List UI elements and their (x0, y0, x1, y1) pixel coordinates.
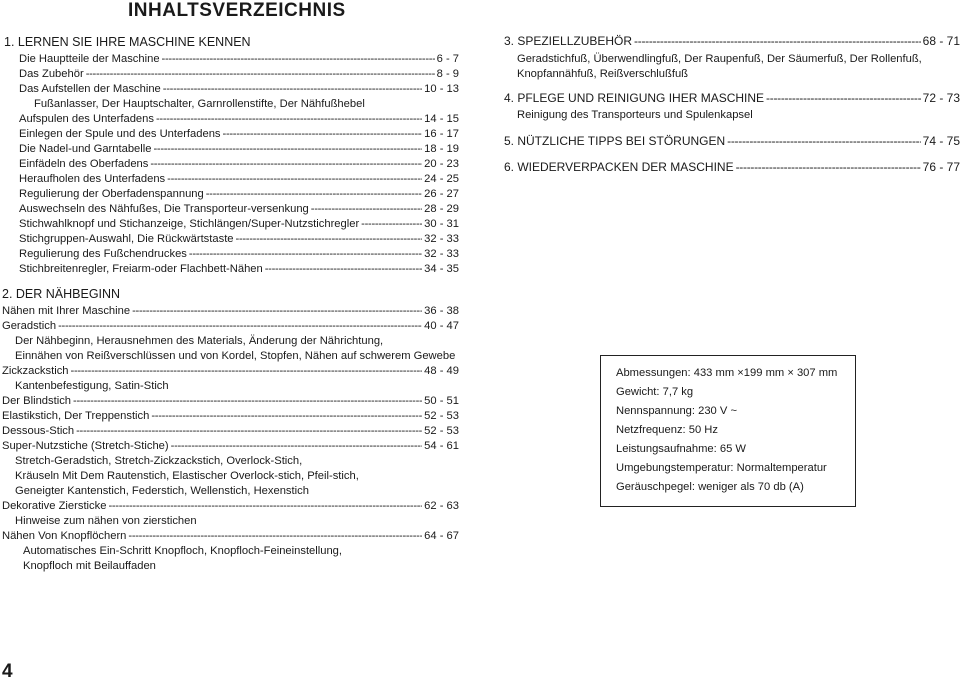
toc-entry: Heraufholen des Unterfadens ----- 24 - 25 (19, 173, 459, 185)
toc-subentry: Der Nähbeginn, Herausnehmen des Materials, Änderung der Nährichtung, (15, 335, 384, 347)
spec-power: Leistungsaufnahme: 65 W (616, 443, 746, 455)
section-3-heading: 3. SPEZIELLZUBEHÖR ----- 68 - 71 (504, 34, 960, 48)
toc-subentry: Stretch-Geradstich, Stretch-Zickzackstich, Overlock-Stich, (15, 455, 303, 467)
section-3-line: Geradstichfuß, Überwendlingfuß, Der Raupenfuß, Der Säumerfuß, Der Rollenfuß, (517, 53, 922, 65)
spec-dimensions: Abmessungen: 433 mm ×199 mm × 307 mm (616, 367, 838, 379)
toc-subentry: Knopfloch mit Beilauffaden (23, 560, 156, 572)
toc-entry: Aufspulen des Unterfadens ----- 14 - 15 (19, 113, 459, 125)
toc-entry: Die Hauptteile der Maschine ----- 6 - 7 (19, 53, 459, 65)
toc-entry: Einlegen der Spule und des Unterfadens ----- 16 - 17 (19, 128, 459, 140)
toc-subentry: Kräuseln Mit Dem Rautenstich, Elastischer Overlock-stich, Pfeil-stich, (15, 470, 359, 482)
toc-entry: Zickzackstich ----- 48 - 49 (2, 365, 459, 377)
toc-entry: Elastikstich, Der Treppenstich ----- 52 - 53 (2, 410, 459, 422)
toc-entry: Regulierung des Fußchendruckes ----- 32 - 33 (19, 248, 459, 260)
toc-subentry: Geneigter Kantenstich, Federstich, Wellenstich, Hexenstich (15, 485, 309, 497)
toc-entry: Das Zubehör ----- 8 - 9 (19, 68, 459, 80)
spec-noise: Geräuschpegel: weniger als 70 db (A) (616, 481, 804, 493)
toc-entry: Super-Nutzstiche (Stretch-Stiche) ----- 54 - 61 (2, 440, 459, 452)
toc-entry: Stichwahlknopf und Stichanzeige, Stichlängen/Super-Nutzstichregler ----- 30 - 31 (19, 218, 459, 230)
spec-weight: Gewicht: 7,7 kg (616, 386, 694, 398)
toc-entry: Dekorative Ziersticke ----- 62 - 63 (2, 500, 459, 512)
toc-entry: Der Blindstich ----- 50 - 51 (2, 395, 459, 407)
toc-entry: Stichgruppen-Auswahl, Die Rückwärtstaste ----- 32 - 33 (19, 233, 459, 245)
toc-entry: Nähen Von Knopflöchern ----- 64 - 67 (2, 530, 459, 542)
section-1-heading: 1. LERNEN SIE IHRE MASCHINE KENNEN (4, 35, 251, 49)
toc-entry: Nähen mit Ihrer Maschine ----- 36 - 38 (2, 305, 459, 317)
toc-entry: Einfädeln des Oberfadens ----- 20 - 23 (19, 158, 459, 170)
toc-subentry: Kantenbefestigung, Satin-Stich (15, 380, 169, 392)
toc-entry: Dessous-Stich ----- 52 - 53 (2, 425, 459, 437)
section-3-line: Knopfannähfuß, Reißverschlußfuß (517, 68, 689, 80)
section-5-heading: 5. NÜTZLICHE TIPPS BEI STÖRUNGEN ----- 74 - 75 (504, 134, 960, 148)
toc-entry: Das Aufstellen der Maschine ----- 10 - 13 (19, 83, 459, 95)
toc-entry: Die Nadel-und Garntabelle ----- 18 - 19 (19, 143, 459, 155)
spec-frequency: Netzfrequenz: 50 Hz (616, 424, 718, 436)
spec-temperature: Umgebungstemperatur: Normaltemperatur (616, 462, 827, 474)
toc-subentry: Einnähen von Reißverschlüssen und von Kordel, Stopfen, Nähen auf schwerem Gewebe (15, 350, 456, 362)
page-number: 4 (2, 661, 13, 682)
page-title: INHALTSVERZEICHNIS (128, 0, 346, 21)
toc-entry: Geradstich ----- 40 - 47 (2, 320, 459, 332)
section-4-heading: 4. PFLEGE UND REINIGUNG IHER MASCHINE ----- 72 - 73 (504, 91, 960, 105)
section-2-heading: 2. DER NÄHBEGINN (2, 287, 121, 301)
specifications-box (600, 355, 856, 507)
section-4-line: Reinigung des Transporteurs und Spulenkapsel (517, 109, 753, 121)
toc-subentry: Automatisches Ein-Schritt Knopfloch, Knopfloch-Feineinstellung, (23, 545, 343, 557)
spec-voltage: Nennspannung: 230 V ~ (616, 405, 737, 417)
toc-entry: Auswechseln des Nähfußes, Die Transporteur-versenkung ----- 28 - 29 (19, 203, 459, 215)
toc-entry: Regulierung der Oberfadenspannung ----- 26 - 27 (19, 188, 459, 200)
toc-subentry: Hinweise zum nähen von zierstichen (15, 515, 197, 527)
toc-entry: Stichbreitenregler, Freiarm-oder Flachbett-Nähen ----- 34 - 35 (19, 263, 459, 275)
toc-subentry: Fußanlasser, Der Hauptschalter, Garnrollenstifte, Der Nähfußhebel (34, 98, 365, 110)
section-6-heading: 6. WIEDERVERPACKEN DER MASCHINE ----- 76 - 77 (504, 160, 960, 174)
